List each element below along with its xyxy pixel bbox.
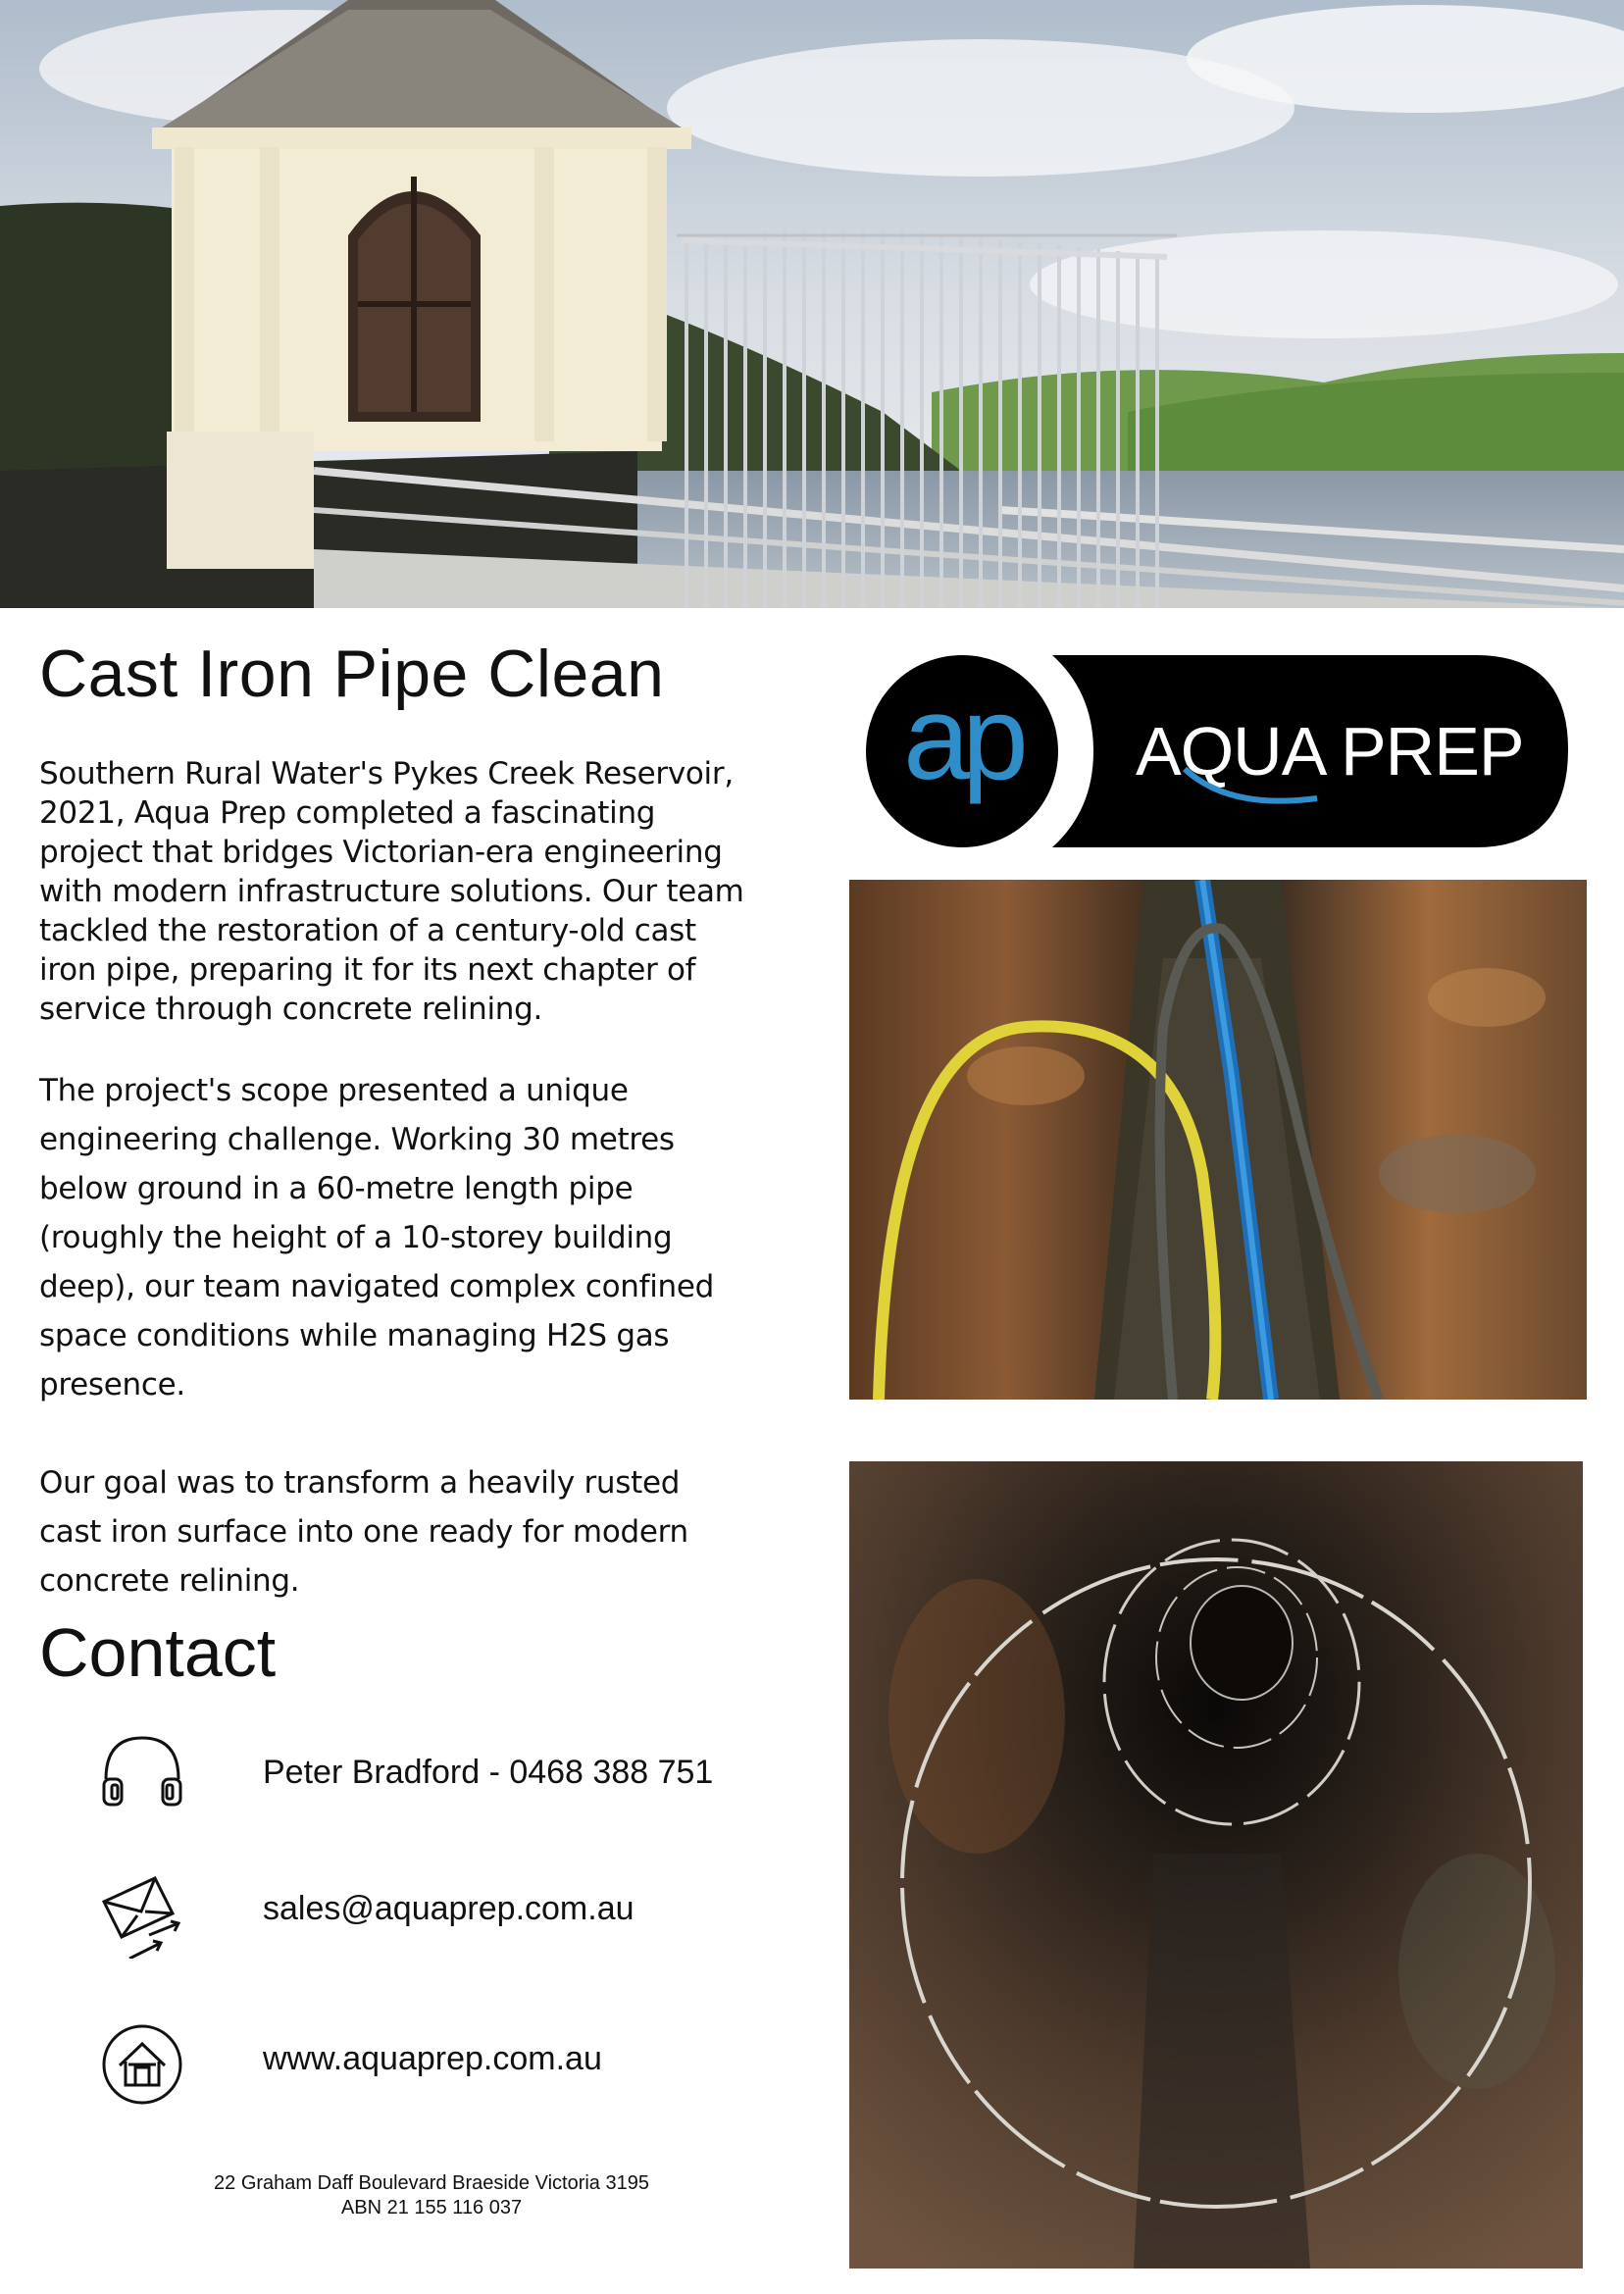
hero-photo	[0, 0, 1624, 608]
article	[39, 637, 745, 1606]
intro-paragraph: Southern Rural Water's Pykes Creek Reservoir, 2021, Aqua Prep completed a fascinating project that bridges Victorian-era engineering with modern infrastructure solutions. Our team tackled the restoration of a century-old cast iron pipe, preparing it for its next chapter of service through concrete relining.	[39, 755, 744, 1027]
envelope-send-icon	[98, 1870, 186, 1959]
contact-heading: Contact	[39, 1614, 277, 1691]
abn-line: ABN 21 155 116 037	[340, 2197, 523, 2218]
pipe-tunnel-photo	[849, 1461, 1583, 2269]
footer-address	[127, 2171, 736, 2220]
contact-web-row	[98, 2020, 736, 2118]
pipe-hoses-photo	[849, 880, 1587, 1400]
contact-email-row	[98, 1870, 736, 1968]
phone-link[interactable]: Peter Bradford - 0468 388 751	[263, 1754, 714, 1791]
contact-phone-row	[98, 1730, 736, 1828]
goal-paragraph: Our goal was to transform a heavily rusted cast iron surface into one ready for modern concrete relining.	[39, 1464, 688, 1599]
logo-wordmark: AQUA PREP	[1136, 713, 1524, 790]
logo-mark: ap	[903, 671, 1021, 804]
aqua-prep-logo	[866, 653, 1572, 849]
scope-paragraph: The project's scope presented a unique engineering challenge. Working 30 metres below ground in a 60-metre length pipe (roughly the height of a 10-storey building deep), our team navigated complex confined space conditions while managing H2S gas presence.	[39, 1072, 715, 1402]
page-title: Cast Iron Pipe Clean	[39, 637, 665, 711]
home-icon	[98, 2020, 186, 2109]
website-link[interactable]: www.aquaprep.com.au	[263, 2040, 602, 2077]
headset-icon	[98, 1730, 186, 1818]
email-link[interactable]: sales@aquaprep.com.au	[263, 1890, 634, 1927]
address-line: 22 Graham Daff Boulevard Braeside Victoria 3195	[214, 2172, 649, 2194]
